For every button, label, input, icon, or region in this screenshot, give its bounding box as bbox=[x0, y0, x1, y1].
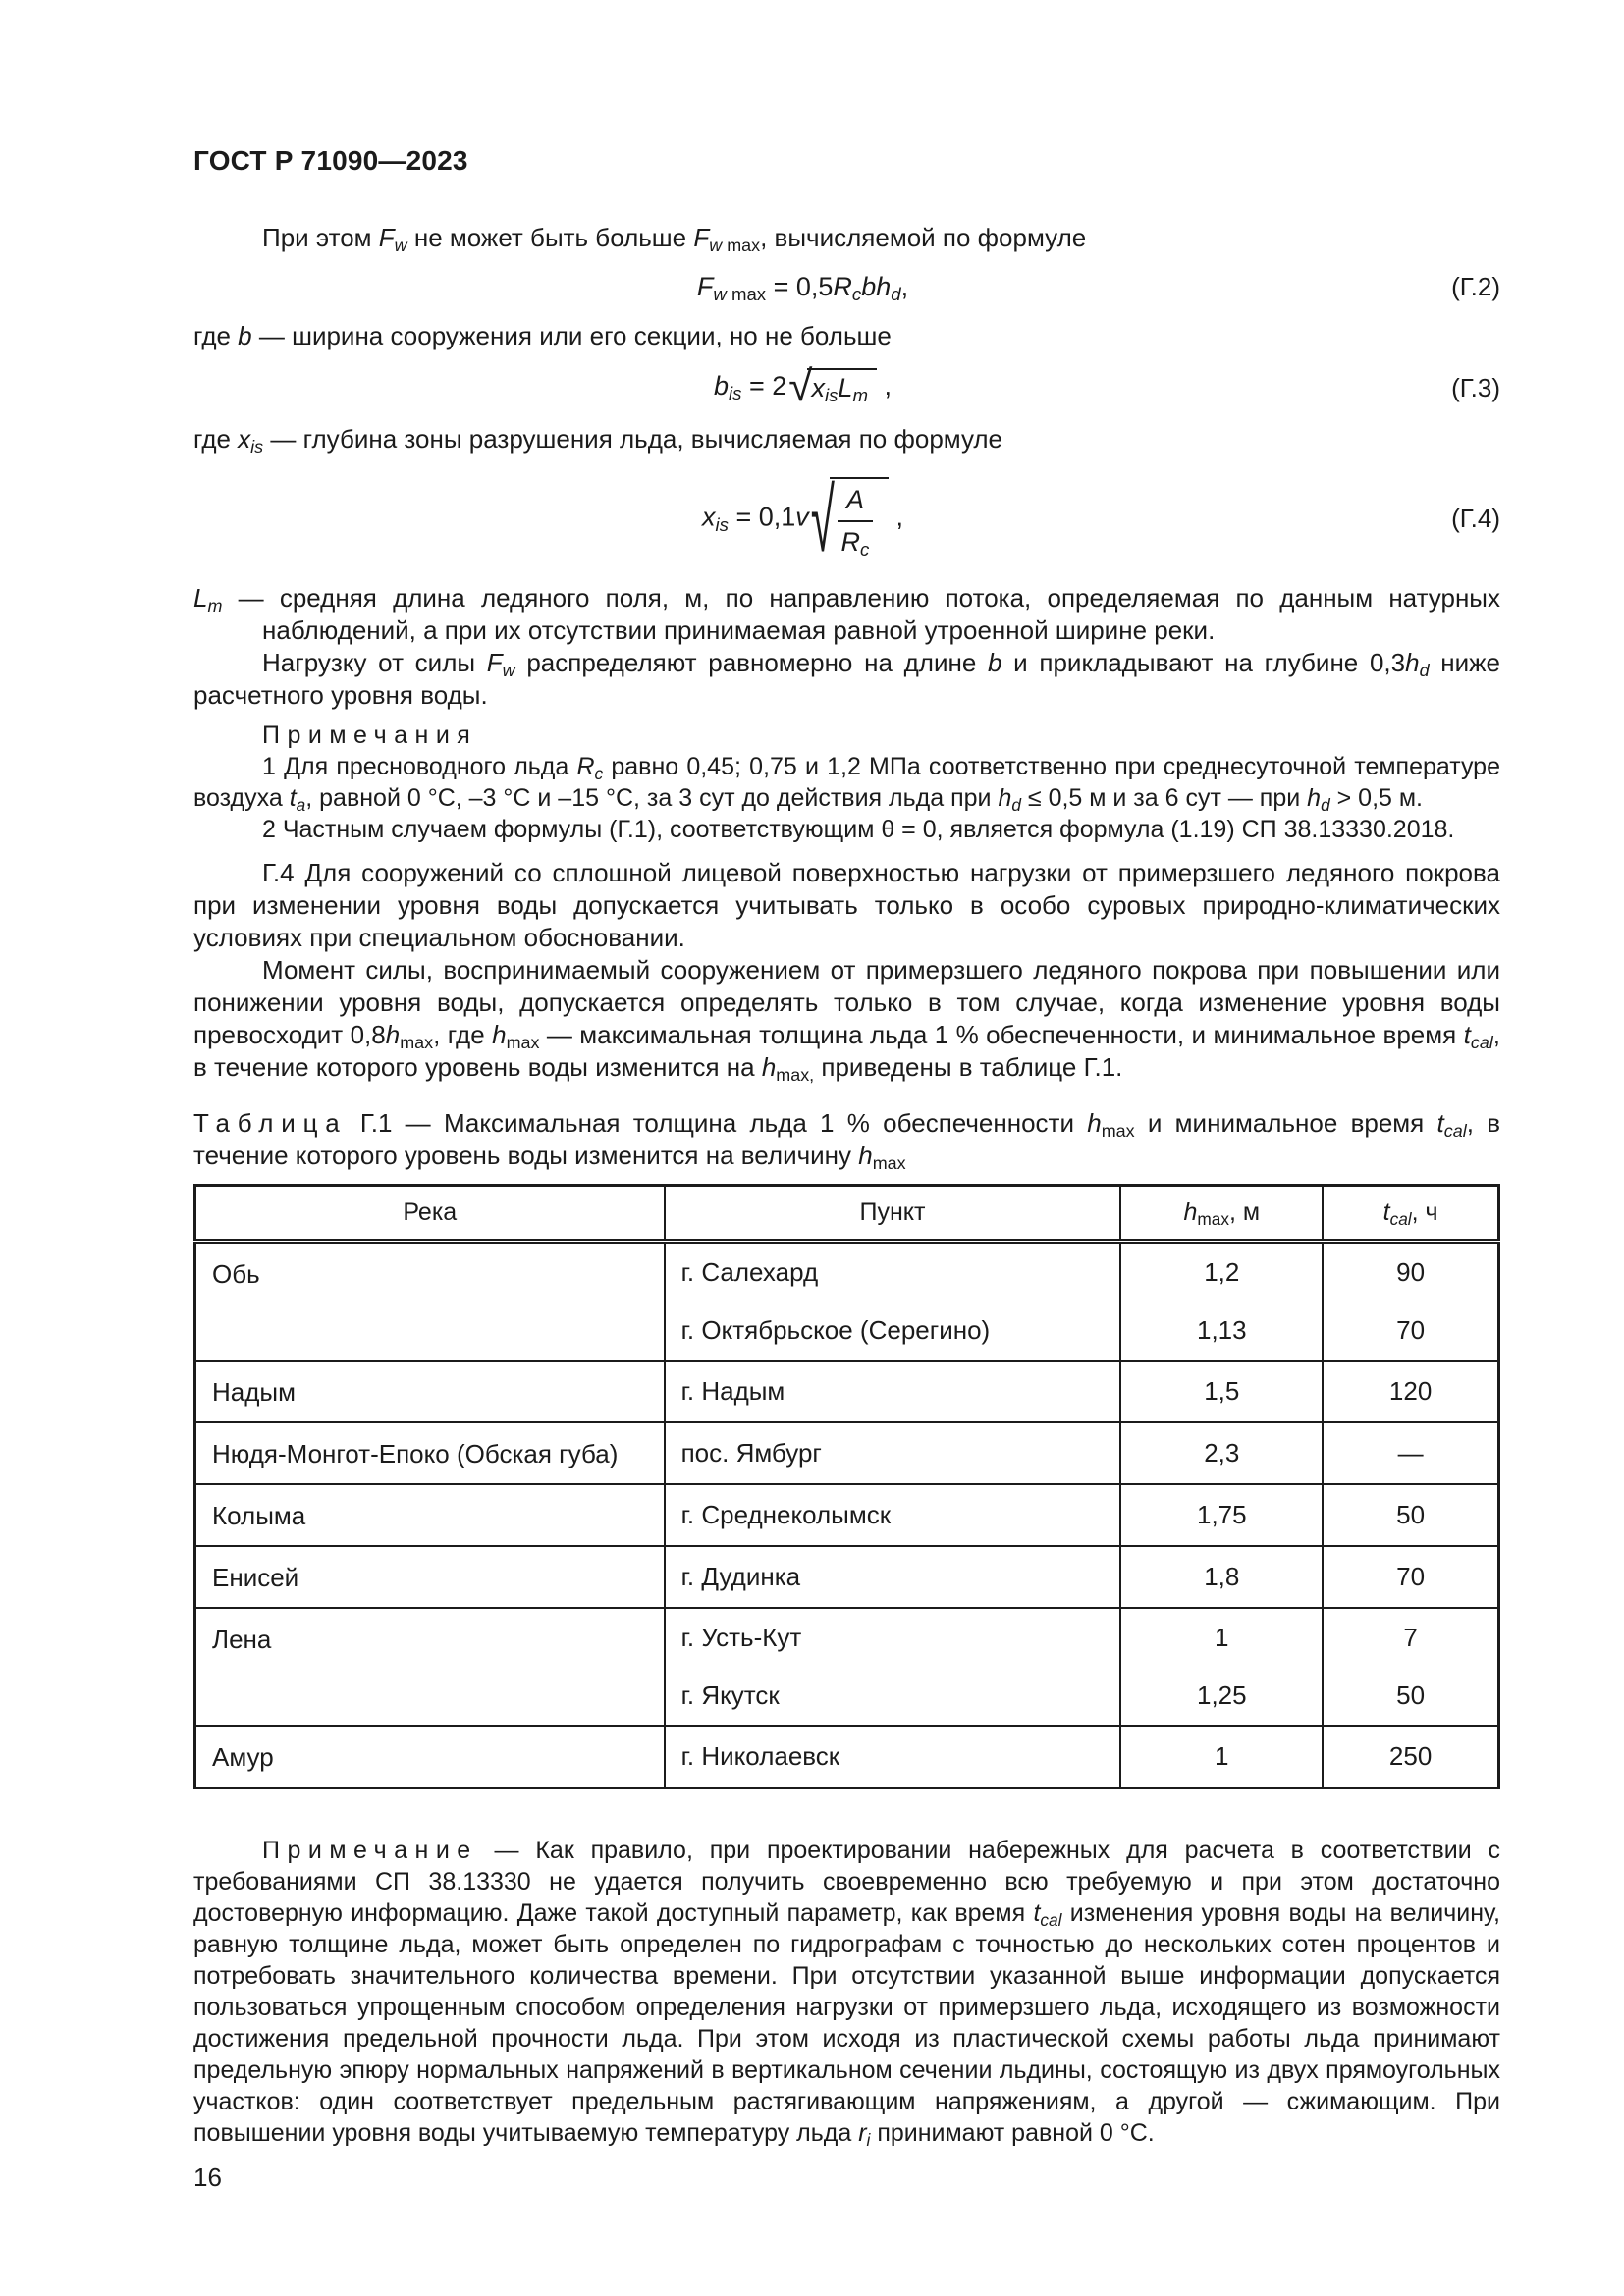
table-row bbox=[195, 1546, 1499, 1608]
table-row bbox=[195, 1242, 1499, 1303]
table-caption: Таблица Г.1 — Максимальная толщина льда 1 % обеспеченности hmax и минимальное время tcal, в течение которого уровень воды изменится на величину hmax bbox=[193, 1108, 1501, 1174]
paragraph: Нагрузку от силы Fw распределяют равномерно на длине b и прикладывают на глубине 0,3hd ниже расчетного уровня воды. bbox=[193, 648, 1500, 710]
paragraph: где b — ширина сооружения или его секции, но не больше bbox=[193, 321, 892, 350]
paragraph: Г.4 Для сооружений со сплошной лицевой поверхностью нагрузки от примерзшего ледяного покрова при изменении уровня воды допускается учитывать только в особо суровых природно-климатических условиях при специальном обосновании. bbox=[193, 858, 1500, 952]
formula-label: (Г.2) bbox=[1451, 272, 1500, 301]
hmax-cell: 1,75 bbox=[1120, 1484, 1323, 1546]
sqrt-expression bbox=[810, 471, 889, 571]
page-number: 16 bbox=[193, 2163, 222, 2192]
tcal-cell: 50 bbox=[1323, 1484, 1498, 1546]
document-body bbox=[193, 222, 1500, 2149]
column-header: tcal, ч bbox=[1323, 1186, 1498, 1242]
formula-row bbox=[193, 471, 1500, 571]
paragraph: Примечание — Как правило, при проектировании набережных для расчета в соответствии с требованиями СП 38.13330 не удается получить своевременно всю требуемую и при этом достаточно достоверную информацию. Даже такой доступный параметр, как время tcal изменения уровня воды на величину, равную толщине льда, может быть определен по гидрографам с точностью до нескольких сотен процентов и потребовать значительного количества времени. При отсутствии указанной выше информации допускается пользоваться упрощенным способом определения нагрузки от примерзшего льда, исходящего из возможности достижения предельной прочности льда. При этом исходя из пластической схемы работы льда принимают предельную эпюру нормальных напряжений в вертикальном сечении льдины, состоящую из двух прямоугольных участков: один соответствует предельным растягивающим напряжениям, а другой — сжимающим. При повышении уровня воды учитываемую температуру льда ri принимают равной 0 °С. bbox=[193, 1837, 1501, 2150]
paragraph: 1 Для пресноводного льда Rc равно 0,45; 0,75 и 1,2 МПа соответственно при среднесуточной температуре воздуха ta, равной 0 °С, –3 °С и –15 °С, за 3 сут до действия льда при hd ≤ 0,5 м и за 6 сут — при hd > 0,5 м. bbox=[193, 753, 1500, 815]
column-header: hmax, м bbox=[1120, 1186, 1323, 1242]
paragraph: 2 Частным случаем формулы (Г.1), соответствующим θ = 0, является формула (1.19) СП 38.13330.2018. bbox=[262, 816, 1455, 843]
table-row bbox=[195, 1608, 1499, 1667]
tcal-cell: 250 bbox=[1323, 1726, 1498, 1789]
hmax-cell: 1,8 bbox=[1120, 1546, 1323, 1608]
formula-row bbox=[193, 272, 1500, 305]
hmax-cell: 1,13 bbox=[1120, 1302, 1323, 1361]
punkt-cell: г. Якутск bbox=[665, 1667, 1121, 1726]
column-header: Пункт bbox=[665, 1186, 1121, 1242]
formula-expression: xis = 0,1v √ $\frac{A}{Rc}$ , bbox=[702, 471, 903, 571]
document-header: ГОСТ Р 71090—2023 bbox=[193, 145, 468, 176]
tcal-cell: — bbox=[1323, 1422, 1498, 1484]
hmax-cell: 2,3 bbox=[1120, 1422, 1323, 1484]
formula-label: (Г.4) bbox=[1451, 504, 1500, 533]
punkt-cell: г. Николаевск bbox=[665, 1726, 1121, 1789]
table-row bbox=[195, 1726, 1499, 1789]
table-row bbox=[195, 1484, 1499, 1546]
tcal-cell: 70 bbox=[1323, 1546, 1498, 1608]
river-cell: Нюдя-Монгот-Епоко (Обская губа) bbox=[195, 1422, 665, 1484]
river-cell: Колыма bbox=[195, 1484, 665, 1546]
tcal-cell: 7 bbox=[1323, 1608, 1498, 1667]
table-row bbox=[195, 1422, 1499, 1484]
river-cell: Енисей bbox=[195, 1546, 665, 1608]
hmax-cell: 1,25 bbox=[1120, 1667, 1323, 1726]
paragraph: Lm — средняя длина ледяного поля, м, по направлению потока, определяемая по данным натурных наблюдений, а при их отсутствии принимаемая равной утроенной ширине реки. bbox=[193, 583, 1500, 645]
fraction: $\frac{A}{Rc}$ bbox=[838, 483, 873, 557]
table-header-row bbox=[195, 1186, 1499, 1242]
tcal-cell: 120 bbox=[1323, 1361, 1498, 1422]
formula-expression: Fw max = 0,5Rcbhd, bbox=[696, 272, 909, 305]
punkt-cell: пос. Ямбург bbox=[665, 1422, 1121, 1484]
punkt-cell: г. Надым bbox=[665, 1361, 1121, 1422]
hmax-cell: 1 bbox=[1120, 1726, 1323, 1789]
hmax-cell: 1,2 bbox=[1120, 1242, 1323, 1303]
formula-expression: bis = 2 √ xisLm , bbox=[714, 362, 892, 410]
sqrt-radical-icon: √ bbox=[810, 471, 835, 571]
paragraph: Момент силы, воспринимаемый сооружением от примерзшего ледяного покрова при повышении или понижении уровня воды, допускается определять только в том случае, когда изменение уровня воды превосходит 0,8hmax, где hmax — максимальная толщина льда 1 % обеспеченности, и минимальное время tcal, в течение которого уровень воды изменится на hmax, приведены в таблице Г.1. bbox=[193, 955, 1501, 1086]
paragraph: При этом Fw не может быть больше Fw max, вычисляемой по формуле bbox=[262, 223, 1087, 256]
river-cell: Лена bbox=[195, 1608, 665, 1726]
column-header: Река bbox=[195, 1186, 665, 1242]
punkt-cell: г. Среднеколымск bbox=[665, 1484, 1121, 1546]
paragraph: Примечания bbox=[262, 721, 478, 749]
paragraph: где xis — глубина зоны разрушения льда, вычисляемая по формуле bbox=[193, 424, 1003, 457]
river-cell: Надым bbox=[195, 1361, 665, 1422]
table-row bbox=[195, 1361, 1499, 1422]
formula-label: (Г.3) bbox=[1451, 372, 1500, 402]
hmax-cell: 1,5 bbox=[1120, 1361, 1323, 1422]
table-g1 bbox=[193, 1184, 1500, 1789]
formula-row bbox=[193, 362, 1500, 410]
sqrt-expression: √ xisLm bbox=[788, 368, 877, 403]
sqrt-radical-icon: √ bbox=[788, 362, 813, 410]
river-cell: Обь bbox=[195, 1242, 665, 1362]
river-cell: Амур bbox=[195, 1726, 665, 1789]
punkt-cell: г. Салехард bbox=[665, 1242, 1121, 1303]
tcal-cell: 70 bbox=[1323, 1302, 1498, 1361]
punkt-cell: г. Усть-Кут bbox=[665, 1608, 1121, 1667]
tcal-cell: 50 bbox=[1323, 1667, 1498, 1726]
hmax-cell: 1 bbox=[1120, 1608, 1323, 1667]
punkt-cell: г. Октябрьское (Серегино) bbox=[665, 1302, 1121, 1361]
punkt-cell: г. Дудинка bbox=[665, 1546, 1121, 1608]
tcal-cell: 90 bbox=[1323, 1242, 1498, 1303]
